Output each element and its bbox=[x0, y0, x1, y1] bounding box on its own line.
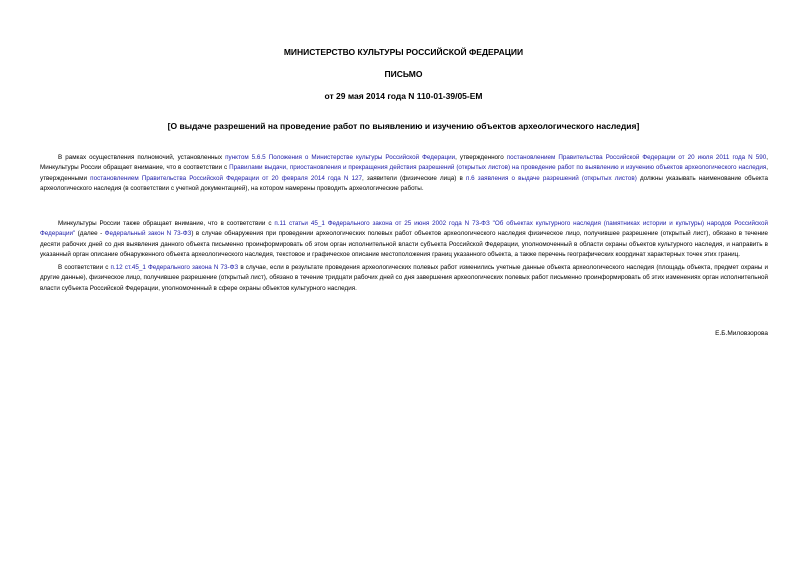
link-ministry-regulation[interactable]: пунктом 5.6.5 Положения о Министерстве культуры Российской Федерации bbox=[225, 154, 456, 161]
document-type: ПИСЬМО bbox=[384, 69, 423, 79]
link-federal-law-73-art45-p11[interactable]: п.11 статьи 45_1 Федерального закона от 25 июня 2002 года N 73-ФЗ "Об объектах культурного наследия (памятниках истории и культуры) народов Российской Федерации" bbox=[40, 220, 768, 238]
paragraph-text: Минкультуры России также обращает внимание, что в соответствии с bbox=[58, 220, 275, 227]
paragraph-data-changes bbox=[40, 263, 768, 294]
paragraph-text: должны указывать наименование объекта археологического наследия (в соответствии с учетной документацией), на котором намерены проводить археологические работы. bbox=[40, 174, 768, 193]
paragraph-text: в случае, если в результате проведения археологических полевых работ изменились учетные данные объекта археологического наследия (площадь объекта, предмет охраны и другие данные), физическое лицо, получившее разрешение (открытый лист), обязано в течение тридцати рабочих дней со дня завершения археологических полевых работ письменно проинформировать об этих изменениях орган исполнительной власти субъекта Российской Федерации, уполномоченный в сфере охраны объектов культурного наследия. bbox=[40, 264, 769, 292]
link-government-decree-127[interactable]: постановлением Правительства Российской Федерации от 20 февраля 2014 года N 127 bbox=[90, 174, 363, 182]
document-subject: [О выдаче разрешений на проведение работ по выявлению и изучению объектов археологического наследия] bbox=[167, 121, 640, 131]
link-government-decree-590[interactable]: постановлением Правительства Российской Федерации от 20 июля 2011 года N 590 bbox=[506, 154, 767, 161]
paragraph-text: , заявители (физические лица) в bbox=[362, 174, 466, 182]
paragraph-text: В рамках осуществления полномочий, установленных bbox=[58, 154, 226, 161]
link-application-clause-6[interactable]: п.6 заявления о выдаче разрешений (открытых листов) bbox=[466, 174, 637, 182]
ministry-title: МИНИСТЕРСТВО КУЛЬТУРЫ РОССИЙСКОЙ ФЕДЕРАЦИИ bbox=[283, 47, 524, 57]
signature: Е.Б.Миловзорова bbox=[715, 330, 768, 337]
paragraph-text: ) в случае обнаружения при проведении археологических полевых работ объектов археологического наследия физическое лицо, получившее разрешение (открытый лист), обязано в течение десяти рабочих дней со дня выявления данного объекта письменно проинформировать об этом орган исполнительной власти субъекта Российской Федерации, уполномоченный в области охраны объектов культурного наследия, и направить в указанный орган описание обнаруженного объекта археологического наследия, текстовое и графическое описание местоположения границ указанного объекта, а также перечень географических координат характерных точек этих границ. bbox=[40, 230, 768, 259]
document-date-number: от 29 мая 2014 года N 110-01-39/05-ЕМ bbox=[324, 91, 483, 101]
paragraph-text: (далее - bbox=[75, 230, 105, 238]
paragraph-text: , Минкультуры России обращает внимание, что в соответствии с bbox=[40, 154, 769, 172]
paragraph-text: В соответствии с bbox=[58, 264, 111, 271]
link-permission-rules[interactable]: Правилами выдачи, приостановления и прекращения действия разрешений (открытых листов) на проведение работ по выявлению и изучению объектов археологического наследия bbox=[229, 164, 767, 172]
paragraph-discovery-notification bbox=[40, 219, 768, 261]
paragraph-text: , утвержденными bbox=[40, 164, 768, 182]
link-federal-law-73-art45-p12[interactable]: п.12 ст.45_1 Федерального закона N 73-ФЗ bbox=[110, 264, 239, 271]
paragraph-text: , утвержденного bbox=[455, 154, 507, 161]
paragraph-permission-requirements bbox=[40, 153, 768, 195]
link-federal-law-73[interactable]: Федеральный закон N 73-ФЗ bbox=[104, 230, 192, 238]
